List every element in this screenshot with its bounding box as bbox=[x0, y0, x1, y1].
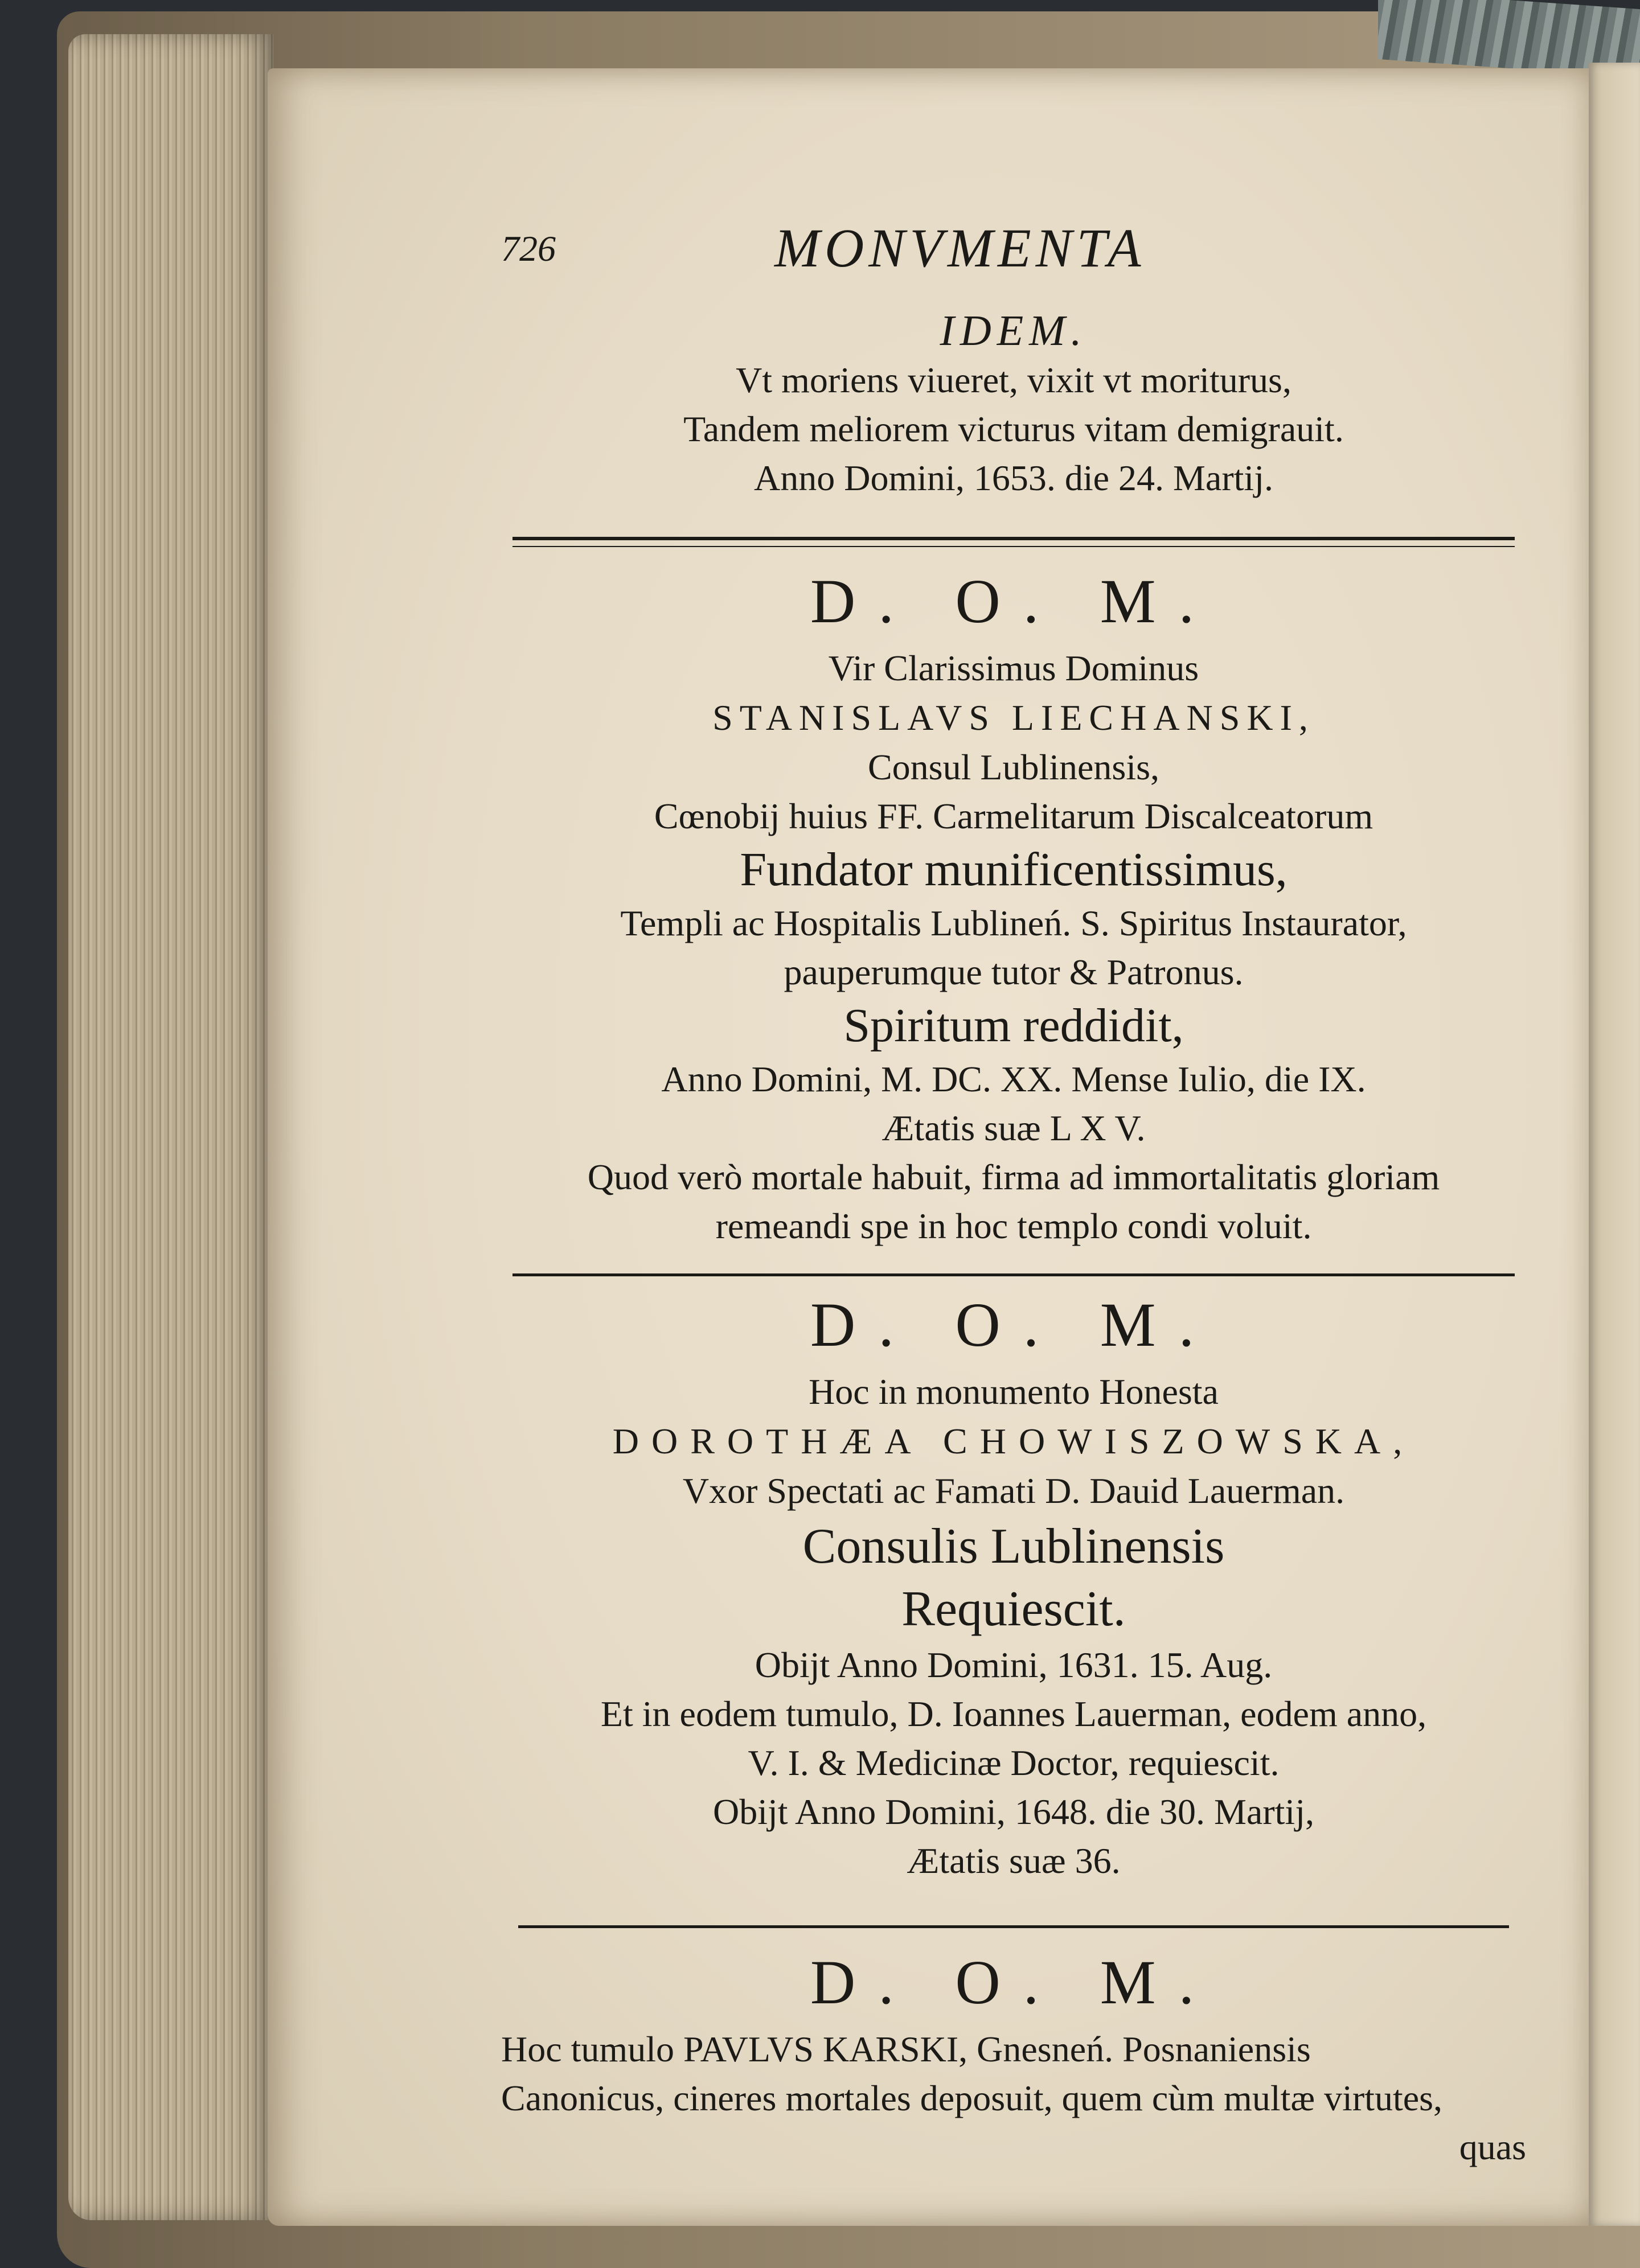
facing-page-edge bbox=[1589, 63, 1640, 2226]
section-divider bbox=[518, 1925, 1509, 1928]
epitaph-line: Quod verò mortale habuit, firma ad immortalitatis gloriam bbox=[587, 1157, 1440, 1197]
epitaph-line: Vir Clarissimus Dominus bbox=[828, 648, 1199, 688]
epitaph-line: Hoc in monumento Honesta bbox=[809, 1371, 1219, 1412]
epitaph-line: Fundator munificentissimus, bbox=[740, 843, 1288, 896]
epitaph-line: Spiritum reddidit, bbox=[843, 999, 1184, 1052]
catchword: quas bbox=[1459, 2127, 1526, 2167]
page-edges bbox=[68, 34, 273, 2220]
epitaph-line: Canonicus, cineres mortales deposuit, quem cùm multæ virtutes, bbox=[501, 2078, 1443, 2118]
epitaph-name: STANISLAVS LIECHANSKI, bbox=[712, 697, 1315, 738]
epitaph-line: Vt moriens viueret, vixit vt moriturus, bbox=[736, 360, 1292, 400]
epitaph-line: Anno Domini, 1653. die 24. Martij. bbox=[754, 458, 1273, 498]
page-header bbox=[501, 216, 1526, 302]
epitaph-name: DOROTHÆA CHOWISZOWSKA, bbox=[612, 1421, 1415, 1461]
epitaph-idem bbox=[501, 306, 1526, 503]
epitaph-line: remeandi spe in hoc templo condi voluit. bbox=[715, 1206, 1312, 1246]
epitaph-line: Consul Lublinensis, bbox=[867, 747, 1160, 787]
epitaph-line: Consulis Lublinensis bbox=[802, 1519, 1225, 1574]
epitaph-karski bbox=[501, 1940, 1526, 2172]
dom-heading: D. O. M. bbox=[810, 1290, 1217, 1359]
dom-heading: D. O. M. bbox=[810, 1947, 1217, 2017]
epitaph-title: IDEM. bbox=[940, 307, 1088, 355]
page-content bbox=[501, 216, 1526, 2172]
epitaph-line: Ætatis suæ 36. bbox=[907, 1840, 1121, 1881]
page-number: 726 bbox=[501, 228, 556, 269]
epitaph-line: Cœnobij huius FF. Carmelitarum Discalceatorum bbox=[654, 796, 1374, 836]
epitaph-line: V. I. & Medicinæ Doctor, requiescit. bbox=[748, 1743, 1280, 1783]
epitaph-line: Hoc tumulo PAVLVS KARSKI, Gnesneń. Posnaniensis bbox=[501, 2029, 1311, 2069]
epitaph-line: Vxor Spectati ac Famati D. Dauid Lauerman. bbox=[682, 1470, 1345, 1511]
dom-heading: D. O. M. bbox=[810, 566, 1217, 636]
epitaph-line: Obijt Anno Domini, 1631. 15. Aug. bbox=[755, 1645, 1273, 1685]
epitaph-line: pauperumque tutor & Patronus. bbox=[784, 952, 1244, 992]
epitaph-line: Tandem meliorem victurus vitam demigrauit. bbox=[683, 409, 1344, 449]
epitaph-liechanski bbox=[501, 558, 1526, 1251]
epitaph-line: Anno Domini, M. DC. XX. Mense Iulio, die IX. bbox=[661, 1059, 1366, 1099]
section-divider bbox=[512, 1273, 1515, 1276]
epitaph-line: Templi ac Hospitalis Lublineń. S. Spiritus Instaurator, bbox=[620, 903, 1407, 943]
epitaph-line: Requiescit. bbox=[901, 1581, 1126, 1637]
epitaph-chowiszowska bbox=[501, 1282, 1526, 1885]
running-head: MONVMENTA bbox=[774, 217, 1146, 278]
epitaph-line: Ætatis suæ L X V. bbox=[882, 1108, 1146, 1148]
section-divider bbox=[512, 537, 1515, 547]
epitaph-line: Obijt Anno Domini, 1648. die 30. Martij, bbox=[713, 1792, 1314, 1832]
epitaph-line: Et in eodem tumulo, D. Ioannes Lauerman, eodem anno, bbox=[600, 1694, 1427, 1734]
